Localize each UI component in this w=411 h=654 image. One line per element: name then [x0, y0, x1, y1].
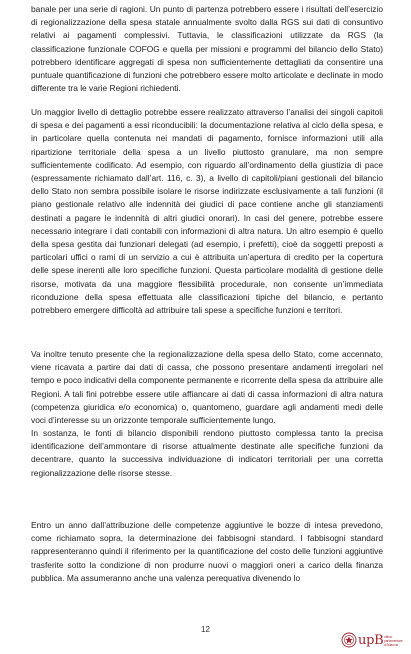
- upb-emblem-icon: [341, 632, 357, 648]
- body-paragraph: In sostanza, le fonti di bilancio disponibili rendono piuttosto complessa tanto la precisa identificazione dell’ammontare di risorse attualmente destinate alle specifiche funzioni da decentrare, quanto la successiva individuazione di indicatori territoriali per una corretta regionalizzazione delle risorse stesse.: [31, 428, 383, 478]
- body-paragraph: Entro un anno dall’attribuzione delle competenze aggiuntive le bozze di intesa prevedono, come richiamato sopra, la determinazione dei fabbisogni standard. I fabbisogni standard rappresenteranno quindi il riferimento per la quantificazione del costo delle funzioni aggiuntive trasferite sotto la condizione di non produrre nuovi o maggiori oneri a carico della finanza pubblica. Ma assumeranno anche una valenza perequativa divenendo lo: [31, 520, 383, 583]
- logo-tagline: [384, 635, 408, 647]
- page-number: 12: [201, 625, 210, 634]
- body-paragraph: Va inoltre tenuto presente che la regionalizzazione della spesa dello Stato, come accennato, viene ricavata a partire dai dati di cassa, che possono presentare andamenti irregolari nel tempo e poco indicativi della componente permanente e ricorrente della spesa da attribuire alle Regioni. A tali fini potrebbe essere utile affiancare ai dati di cassa informazioni di altra natura (competenza giuridica e/o economica) o, quantomeno, guardare agli andamenti medi delle voci d’interesse su un orizzonte temporale sufficientemente lungo.: [31, 349, 383, 426]
- body-paragraph: banale per una serie di ragioni. Un punto di partenza potrebbero essere i risultati dell’esercizio di regionalizzazione della spesa statale annualmente svolto dalla RGS sui dati di consuntivo relativi ai pagamenti complessivi. Tuttavia, le classificazioni utilizzate da RGS (la classificazione funzionale COFOG e quella per missioni e programmi del bilancio dello Stato) potrebbero identificare aggregati di spesa non sufficientemente dettagliati da consentire una puntuale quantificazione di funzioni che potrebbero essere molto articolate e declinate in modo differente tra le varie Regioni richiedenti.: [31, 4, 383, 94]
- logo-tagline-line: parlamentare: [384, 639, 403, 643]
- logo-tagline-line: ufficio: [384, 635, 393, 639]
- upb-logo: [341, 632, 407, 650]
- logo-name: upB: [358, 633, 384, 648]
- logo-tagline-line: di bilancio: [384, 643, 399, 647]
- body-paragraph: Un maggior livello di dettaglio potrebbe essere realizzato attraverso l’analisi dei singoli capitoli di spesa e dei pagamenti a essi riconducibili: la documentazione relativa al ciclo della spesa, e in particolare quella contenuta nei mandati di pagamento, fornisce informazioni utili alla ripartizione territoriale della spesa a un livello piuttosto granulare, ma non sempre sufficientemente codificato. Ad esempio, con riguardo all’ordinamento della giustizia di pace (espressamente richiamato dall’art. 116, c. 3), a livello di capitoli/piani gestionali del bilancio dello Stato non sembra possibile isolare le risorse indirizzate esclusivamente a tali funzioni (il piano gestionale relativo alle indennità dei giudici di pace contiene anche gli stanziamenti destinati a pagare le indennità di altri giudici onorari). In casi del genere, potrebbe essere necessario integrare i dati contabili con informazioni di altra natura. Un altro esempio è quello della spesa gestita dai funzionari delegati (ad esempio, i prefetti), cioè da soggetti preposti a particolari uffici o rami di un servizio a cui è attribuita un’apertura di credito per la copertura delle spese inerenti alle loro specifiche funzioni. Questa particolare modalità di gestione delle risorse, motivata da una maggiore flessibilità procedurale, non consente un’immediata riconduzione della spesa effettuata alle classificazioni tipiche del bilancio, e pertanto potrebbero emergere difficoltà ad attribuire tali spese a specifiche funzioni e territori.: [31, 107, 383, 316]
